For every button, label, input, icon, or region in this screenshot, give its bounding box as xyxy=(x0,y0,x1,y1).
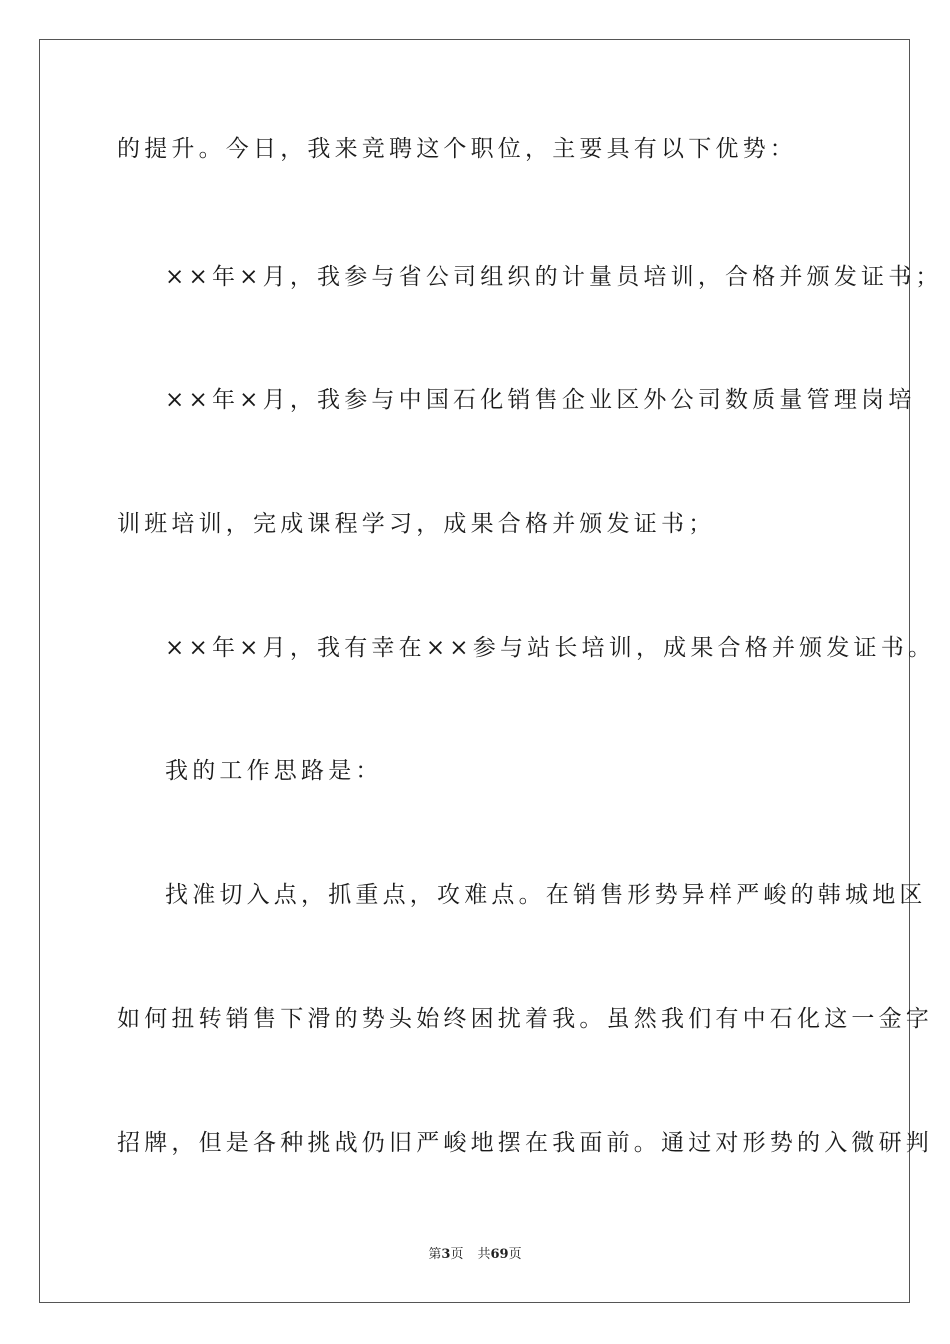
total-pages: 69 xyxy=(490,1247,509,1262)
page-border xyxy=(39,39,910,1303)
text-line-3: ××年×月，我参与中国石化销售企业区外公司数质量管理岗培 xyxy=(165,387,916,413)
total-label-prefix: 共 xyxy=(477,1247,491,1262)
text-line-2: ××年×月，我参与省公司组织的计量员培训，合格并颁发证书； xyxy=(165,264,943,290)
page-label-prefix: 第 xyxy=(428,1247,442,1262)
text-line-1: 的提升。今日，我来竞聘这个职位，主要具有以下优势： xyxy=(117,136,797,162)
total-label-suffix: 页 xyxy=(508,1247,522,1262)
page-footer xyxy=(0,1246,950,1264)
page-label-suffix: 页 xyxy=(450,1247,464,1262)
page-number: 3 xyxy=(441,1247,451,1262)
text-line-4: 训班培训，完成课程学习，成果合格并颁发证书； xyxy=(117,511,716,537)
text-line-6: 我的工作思路是： xyxy=(165,758,383,784)
text-line-7: 找准切入点，抓重点，攻难点。在销售形势异样严峻的韩城地区 xyxy=(165,882,927,908)
text-line-8: 如何扭转销售下滑的势头始终困扰着我。虽然我们有中石化这一金字 xyxy=(117,1006,933,1032)
text-line-5: ××年×月，我有幸在××参与站长培训，成果合格并颁发证书。 xyxy=(165,635,936,661)
text-line-9: 招牌，但是各种挑战仍旧严峻地摆在我面前。通过对形势的入微研判 xyxy=(117,1130,933,1156)
